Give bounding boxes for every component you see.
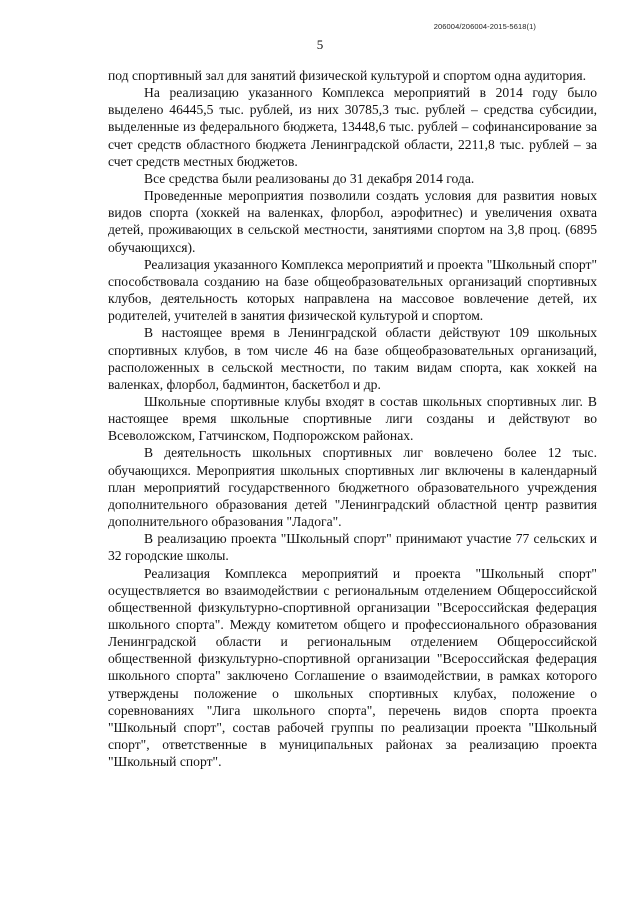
- paragraph-league-participation: В деятельность школьных спортивных лиг вовлечено более 12 тыс. обучающихся. Мероприятия школьных спортивных лиг включены в календарный план мероприятий государственного бюджетного образовательного учреждения дополнительного образования детей "Ленинградский областной центр развития дополнительного образования "Ладога".: [108, 445, 597, 530]
- document-body: [108, 67, 597, 770]
- paragraph-project-schools: В реализацию проекта "Школьный спорт" принимают участие 77 сельских и 32 городские школы.: [108, 531, 597, 564]
- page-number: 5: [316, 37, 324, 52]
- document-id: 206004/206004-2015-5618(1): [433, 22, 536, 31]
- paragraph-funds-spent: Все средства были реализованы до 31 декабря 2014 года.: [144, 170, 475, 186]
- paragraph-school-leagues: Школьные спортивные клубы входят в состав школьных спортивных лиг. В настоящее время школьные спортивные лиги созданы и действуют во Всеволожском, Гатчинском, Подпорожском районах.: [108, 393, 597, 444]
- paragraph-club-count: В настоящее время в Ленинградской области действуют 109 школьных спортивных клубов, в том числе 46 на базе общеобразовательных организаций, расположенных в сельской местности, по таким видам спорта, как хоккей на валенках, флорбол, бадминтон, баскетбол и др.: [108, 325, 597, 392]
- paragraph-sports-clubs: Реализация указанного Комплекса мероприятий и проекта "Школьный спорт" способствовала созданию на базе общеобразовательных организаций спортивных клубов, деятельность которых направлена на массовое вовлечение детей, их родителей, учителей в занятия физической культурой и спортом.: [108, 256, 597, 324]
- paragraph-continuation: под спортивный зал для занятий физической культурой и спортом одна аудитория.: [108, 68, 587, 83]
- paragraph-cooperation: Реализация Комплекса мероприятий и проекта "Школьный спорт" осуществляется во взаимодействии с региональным отделением Общероссийской общественной физкультурно-спортивной организации "Всероссийская федерация школьного спорта". Между комитетом общего и профессионального образования Ленинградской области и региональным отделением Общероссийской общественной физкультурно-спортивной организации "Всероссийская федерация школьного спорта" заключено Соглашение о взаимодействии, в рамках которого утверждены положение о школьных спортивных клубах, положение о соревнованиях "Лига школьного спорта", перечень видов спорта проекта "Школьный спорт", состав рабочей группы по реализации проекта "Школьный спорт", ответственные в муниципальных районах за реализацию проекта "Школьный спорт".: [108, 565, 597, 770]
- paragraph-funding: На реализацию указанного Комплекса мероприятий в 2014 году было выделено 46445,5 тыс. рублей, из них 30785,3 тыс. рублей – средства субсидии, выделенные из федерального бюджета, 13448,6 тыс. рублей – софинансирование за счет средств областного бюджета Ленинградской области, 2211,8 тыс. рублей – за счет средств местных бюджетов.: [108, 85, 597, 169]
- paragraph-new-sports: Проведенные мероприятия позволили создать условия для развития новых видов спорта (хоккей на валенках, флорбол, аэрофитнес) и увеличения охвата детей, проживающих в сельской местности, занятиями спортом на 3,8 проц. (6895 обучающихся).: [108, 188, 597, 255]
